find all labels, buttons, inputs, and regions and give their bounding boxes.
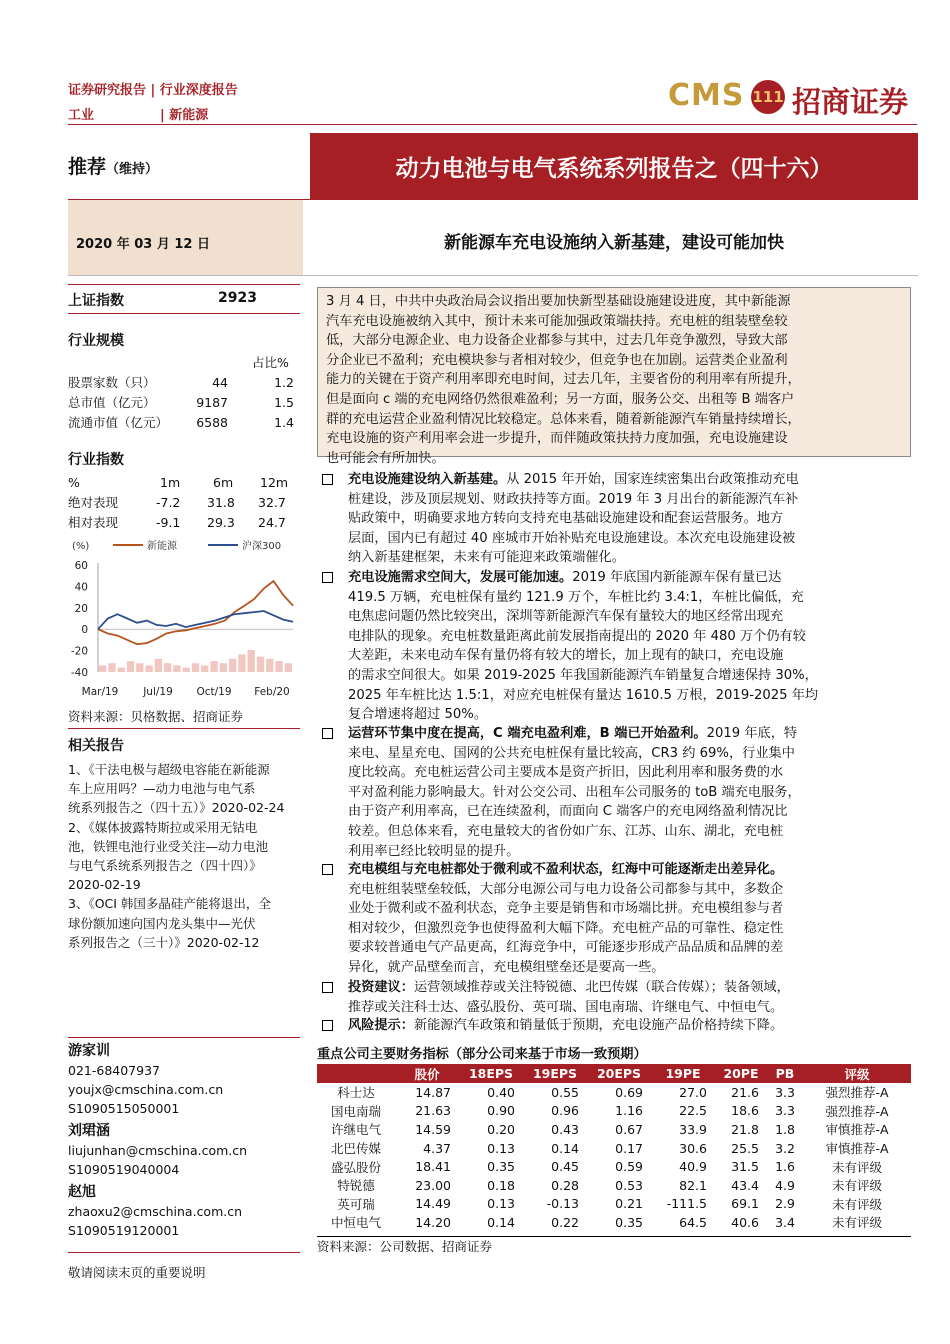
report-title: 动力电池与电气系统系列报告之（四十六） bbox=[395, 155, 833, 182]
analyst-name: 刘珺涵 bbox=[68, 1123, 110, 1139]
table-source: 资料来源：公司数据、招商证券 bbox=[317, 1239, 493, 1254]
cms-logo-icon: 111 bbox=[751, 80, 785, 114]
volume-bar bbox=[192, 663, 199, 672]
volume-bar bbox=[118, 668, 125, 672]
table-row: 总市值（亿元） 9187 1.5 bbox=[68, 395, 294, 410]
perf-title: 行业指数 bbox=[68, 452, 124, 468]
analyst-phone: 021-68407937 bbox=[68, 1063, 160, 1078]
checkbox-bullet-icon bbox=[322, 982, 333, 993]
volume-bar bbox=[99, 665, 106, 672]
sidebar-rule bbox=[68, 1037, 300, 1038]
related-report[interactable]: 2、《媒体披露特斯拉或采用无钴电 池，铁锂电池行业受关注—动力电池 与电气系统系列报告之（四十四）》 2020-02-19 bbox=[68, 819, 269, 893]
volume-bar bbox=[275, 661, 282, 672]
fin-table-title: 重点公司主要财务指标（部分公司来基于市场一致预期） bbox=[317, 1047, 647, 1062]
financial-table bbox=[317, 1064, 911, 1232]
x-tick-label: Jul/19 bbox=[143, 686, 173, 698]
analyst-name: 赵旭 bbox=[68, 1184, 96, 1200]
analyst-email[interactable]: youjx@cmschina.com.cn bbox=[68, 1082, 224, 1097]
table-row: 国电南瑞 21.63 0.90 0.96 1.16 22.5 18.6 3.3 强烈推荐-A bbox=[330, 1103, 889, 1119]
analyst-cert: S1090519120001 bbox=[68, 1223, 180, 1238]
cms-logo-cn: 招商证券 bbox=[792, 85, 909, 119]
volume-bar bbox=[201, 665, 208, 672]
table-row: 相对表现 -9.1 29.3 24.7 bbox=[68, 515, 286, 530]
volume-bar bbox=[136, 663, 143, 672]
table-row: 盛弘股份 18.41 0.35 0.45 0.59 40.9 31.5 1.6 未有评级 bbox=[330, 1159, 882, 1175]
volume-bar bbox=[173, 665, 180, 672]
table-row: % 1m 6m 12m bbox=[68, 475, 289, 490]
sidebar-rule bbox=[68, 728, 300, 729]
x-tick-label: Oct/19 bbox=[196, 686, 232, 698]
y-tick-label: 0 bbox=[81, 624, 88, 637]
related-list bbox=[68, 760, 300, 952]
analyst-cert: S1090519040004 bbox=[68, 1162, 180, 1177]
analyst-name: 游家训 bbox=[68, 1043, 110, 1059]
sidebar-rule bbox=[68, 284, 300, 285]
related-report[interactable]: 1、《干法电极与超级电容能在新能源 车上应用吗？—动力电池与电气系 统系列报告之（四十五）》2020-02-24 bbox=[68, 762, 285, 816]
volume-bar bbox=[257, 657, 264, 672]
volume-bar bbox=[229, 659, 236, 672]
bullet-demand-space: 充电设施需求空间大，发展可能加速。2019 年底国内新能源车保有量已达 419.5 万辆，充电桩保有量约 121.9 万个，车桩比约 3.4:1，车桩比偏低，充 电焦虑问题仍然比较突出，深圳等新能源汽车保有量较大的地区经常出现充 电排队的现象。充电桩数量距离此前发展指南提出的 2020 年 480 万个仍有较 大差距，未来电动车保有量仍将有较大的增长，加上现有的缺口，充电设施 的需求空间很大。如果 2019-2025 年我国新能源汽车销量复合增速保持 30%， 2025 年车桩比达 1.5:1，对应充电桩保有量达 1610.5 万根，2019-2025 年均 复合增速将超过 50%。 bbox=[322, 568, 914, 725]
volume-bar bbox=[210, 661, 217, 672]
table-header-row: 股价 18EPS 19EPS 20EPS 19PE 20PE PB 评级 bbox=[317, 1064, 911, 1083]
volume-bar bbox=[127, 661, 134, 672]
perf-table bbox=[68, 473, 294, 533]
checkbox-bullet-icon bbox=[322, 1020, 333, 1031]
x-tick-label: Mar/19 bbox=[81, 686, 119, 698]
volume-bar bbox=[145, 665, 152, 672]
checkbox-bullet-icon bbox=[322, 728, 333, 739]
sidebar-rule bbox=[68, 313, 300, 314]
scale-title: 行业规模 bbox=[68, 333, 124, 349]
y-tick-label: 20 bbox=[74, 602, 88, 615]
table-row: 英可瑞 14.49 0.13 -0.13 0.21 -111.5 69.1 2.9 未有评级 bbox=[337, 1196, 882, 1212]
related-report[interactable]: 3、《OCI 韩国多晶硅产能将退出，全 球份额加速向国内龙头集中—光伏 系列报告之（三十）》2020-02-12 bbox=[68, 896, 271, 950]
bullet-operation: 运营环节集中度在提高，C 端充电盈利难，B 端已开始盈利。2019 年底，特 来电、星星充电、国网的公共充电桩保有量比较高，CR3 约 69%，行业集中 度比较高。充电桩运营公司主要成本是资产折旧，因此利用率和服务费的水 平对盈利能力影响最大。针对公交公司、出租车公司服务的 toB 端充电服务， 由于资产利用率高，已在连续盈利，而面向 C 端客户的充电网络盈利情况比 较差。但总体来看，充电量较大的省份如广东、江苏、山东、湖北，充电桩 利用率已经比较明显的提升。 bbox=[322, 724, 914, 861]
table-row: 科士达 14.87 0.40 0.55 0.69 27.0 21.6 3.3 强烈推荐-A bbox=[337, 1084, 889, 1101]
sub-sector-label: | 新能源 bbox=[160, 108, 209, 123]
volume-bar bbox=[238, 654, 245, 672]
table-row: 特锐德 23.00 0.18 0.28 0.53 82.1 43.4 4.9 未有评级 bbox=[337, 1177, 882, 1194]
rating-label: 推荐 bbox=[68, 156, 107, 178]
table-row: 北巴传媒 4.37 0.13 0.14 0.17 30.6 25.5 3.2 审慎推荐-A bbox=[330, 1140, 889, 1157]
index-value: 2923 bbox=[218, 290, 257, 306]
footer-rule bbox=[68, 1252, 300, 1253]
cms-logo-text: CMS bbox=[668, 78, 745, 113]
analyst-cert: S1090515050001 bbox=[68, 1101, 180, 1116]
chart-ylabel: (%) bbox=[72, 541, 90, 552]
volume-bar bbox=[155, 659, 162, 672]
analyst-email[interactable]: liujunhan@cmschina.com.cn bbox=[68, 1143, 248, 1158]
legend-label: 沪深300 bbox=[242, 541, 282, 552]
subtitle-rule bbox=[68, 275, 918, 276]
analyst-block bbox=[68, 1042, 247, 1240]
table-row: 中恒电气 14.20 0.14 0.22 0.35 64.5 40.6 3.4 未有评级 bbox=[330, 1214, 882, 1231]
summary-box: 3 月 4 日，中共中央政治局会议指出要加快新型基础设施建设进度，其中新能源 汽车充电设施被纳入其中，预计未来可能加强政策端扶持。充电桩的组装壁垒较 低，大部分电源企业、电力设备企业都参与其中，过去几年竞争激烈，导致大部 分企业已不盈利；充电模块参与者相对较少，但竞争也在加剧。运营类企业盈利 能力的关键在于资产利用率即充电时间，过去几年，主要省份的利用率有所提升， 但是面向 c 端的充电网络仍然很难盈利；另一方面，服务公交、出租等 B 端客户 群的充电运营企业盈利情况比较稳定。总体来看，随着新能源汽车销量持续增长， 充电设施的资产利用率会进一步提升，而伴随政策扶持力度加强，充电设施建设 也可能会有所加快。 bbox=[317, 287, 911, 457]
legend-label: 新能源 bbox=[147, 541, 177, 552]
y-tick-label: 60 bbox=[74, 560, 88, 572]
bullet-margin: 充电模组与充电桩都处于微利或不盈利状态，红海中可能逐渐走出差异化。 充电桩组装壁垒较低，大部分电源公司与电力设备公司都参与其中，多数企 业处于微利或不盈利状态，竞争主要是销售和市场端比拼。充电模组参与者 相对较少，但激烈竞争也使得盈利大幅下降。充电桩产品的可靠性、稳定性 要求较普通电气产品更高，红海竞争中，可能逐步形成产品品质和品牌的差 异化，就产品壁垒而言，充电模组壁垒还是要高一些。 bbox=[322, 860, 914, 978]
volume-bar bbox=[164, 663, 171, 672]
y-tick-label: -20 bbox=[70, 645, 88, 658]
performance-chart bbox=[68, 535, 300, 700]
checkbox-bullet-icon bbox=[322, 474, 333, 485]
index-label: 上证指数 bbox=[68, 293, 124, 309]
scale-col-header: 占比% bbox=[252, 355, 289, 370]
table-row: 流通市值（亿元） 6588 1.4 bbox=[68, 415, 294, 430]
volume-bar bbox=[108, 663, 115, 672]
rating bbox=[68, 152, 158, 179]
volume-bar bbox=[248, 650, 255, 672]
table-row: 股票家数（只） 44 1.2 bbox=[68, 375, 294, 390]
table-row: 许继电气 14.59 0.20 0.43 0.67 33.9 21.8 1.8 审慎推荐-A bbox=[330, 1121, 889, 1138]
chart-source: 资料来源：贝格数据、招商证券 bbox=[68, 709, 244, 724]
report-subtitle: 新能源车充电设施纳入新基建，建设可能加快 bbox=[444, 233, 784, 253]
rating-note: （维持） bbox=[106, 162, 159, 177]
related-title: 相关报告 bbox=[68, 738, 124, 754]
volume-bar bbox=[220, 663, 227, 672]
report-type: 证券研究报告 | 行业深度报告 bbox=[68, 83, 238, 98]
sector-label: 工业 bbox=[68, 108, 95, 123]
bullet-investment: 投资建议：运营领域推荐或关注特锐德、北巴传媒（联合传媒）；装备领域， 推荐或关注科士达、盛弘股份、英可瑞、国电南瑞、许继电气、中恒电气。 bbox=[322, 978, 914, 1017]
bullet-new-infrastructure: 充电设施建设纳入新基建。从 2015 年开始，国家连续密集出台政策推动充电 桩建设，涉及顶层规划、财政扶持等方面。2019 年 3 月出台的新能源汽车补 贴政策中，明确要求地方转向支持充电基础设施建设和配套运营服务。地方 层面，国内已有超过 40 座城市开始补贴充电设施建设。本次充电设施建设被 纳入新基建框架，未来有可能迎来政策端催化。 bbox=[322, 470, 914, 568]
y-tick-label: 40 bbox=[74, 581, 88, 594]
volume-bar bbox=[266, 659, 273, 672]
bullet-risk: 风险提示：新能源汽车政策和销量低于预期，充电设施产品价格持续下降。 bbox=[322, 1016, 914, 1036]
volume-bar bbox=[285, 663, 292, 672]
disclaimer-note[interactable]: 敬请阅读末页的重要说明 bbox=[68, 1265, 206, 1280]
checkbox-bullet-icon bbox=[322, 864, 333, 875]
analyst-email[interactable]: zhaoxu2@cmschina.com.cn bbox=[68, 1204, 243, 1219]
volume-bar bbox=[183, 668, 190, 672]
series-line bbox=[98, 581, 293, 644]
scale-table bbox=[68, 373, 294, 433]
table-row: 绝对表现 -7.2 31.8 32.7 bbox=[68, 495, 286, 510]
y-tick-label: -40 bbox=[70, 667, 88, 679]
series-line bbox=[98, 611, 293, 629]
checkbox-bullet-icon bbox=[322, 572, 333, 583]
report-date: 2020 年 03 月 12 日 bbox=[76, 237, 210, 252]
header-rule bbox=[68, 124, 917, 125]
x-tick-label: Feb/20 bbox=[254, 686, 290, 698]
